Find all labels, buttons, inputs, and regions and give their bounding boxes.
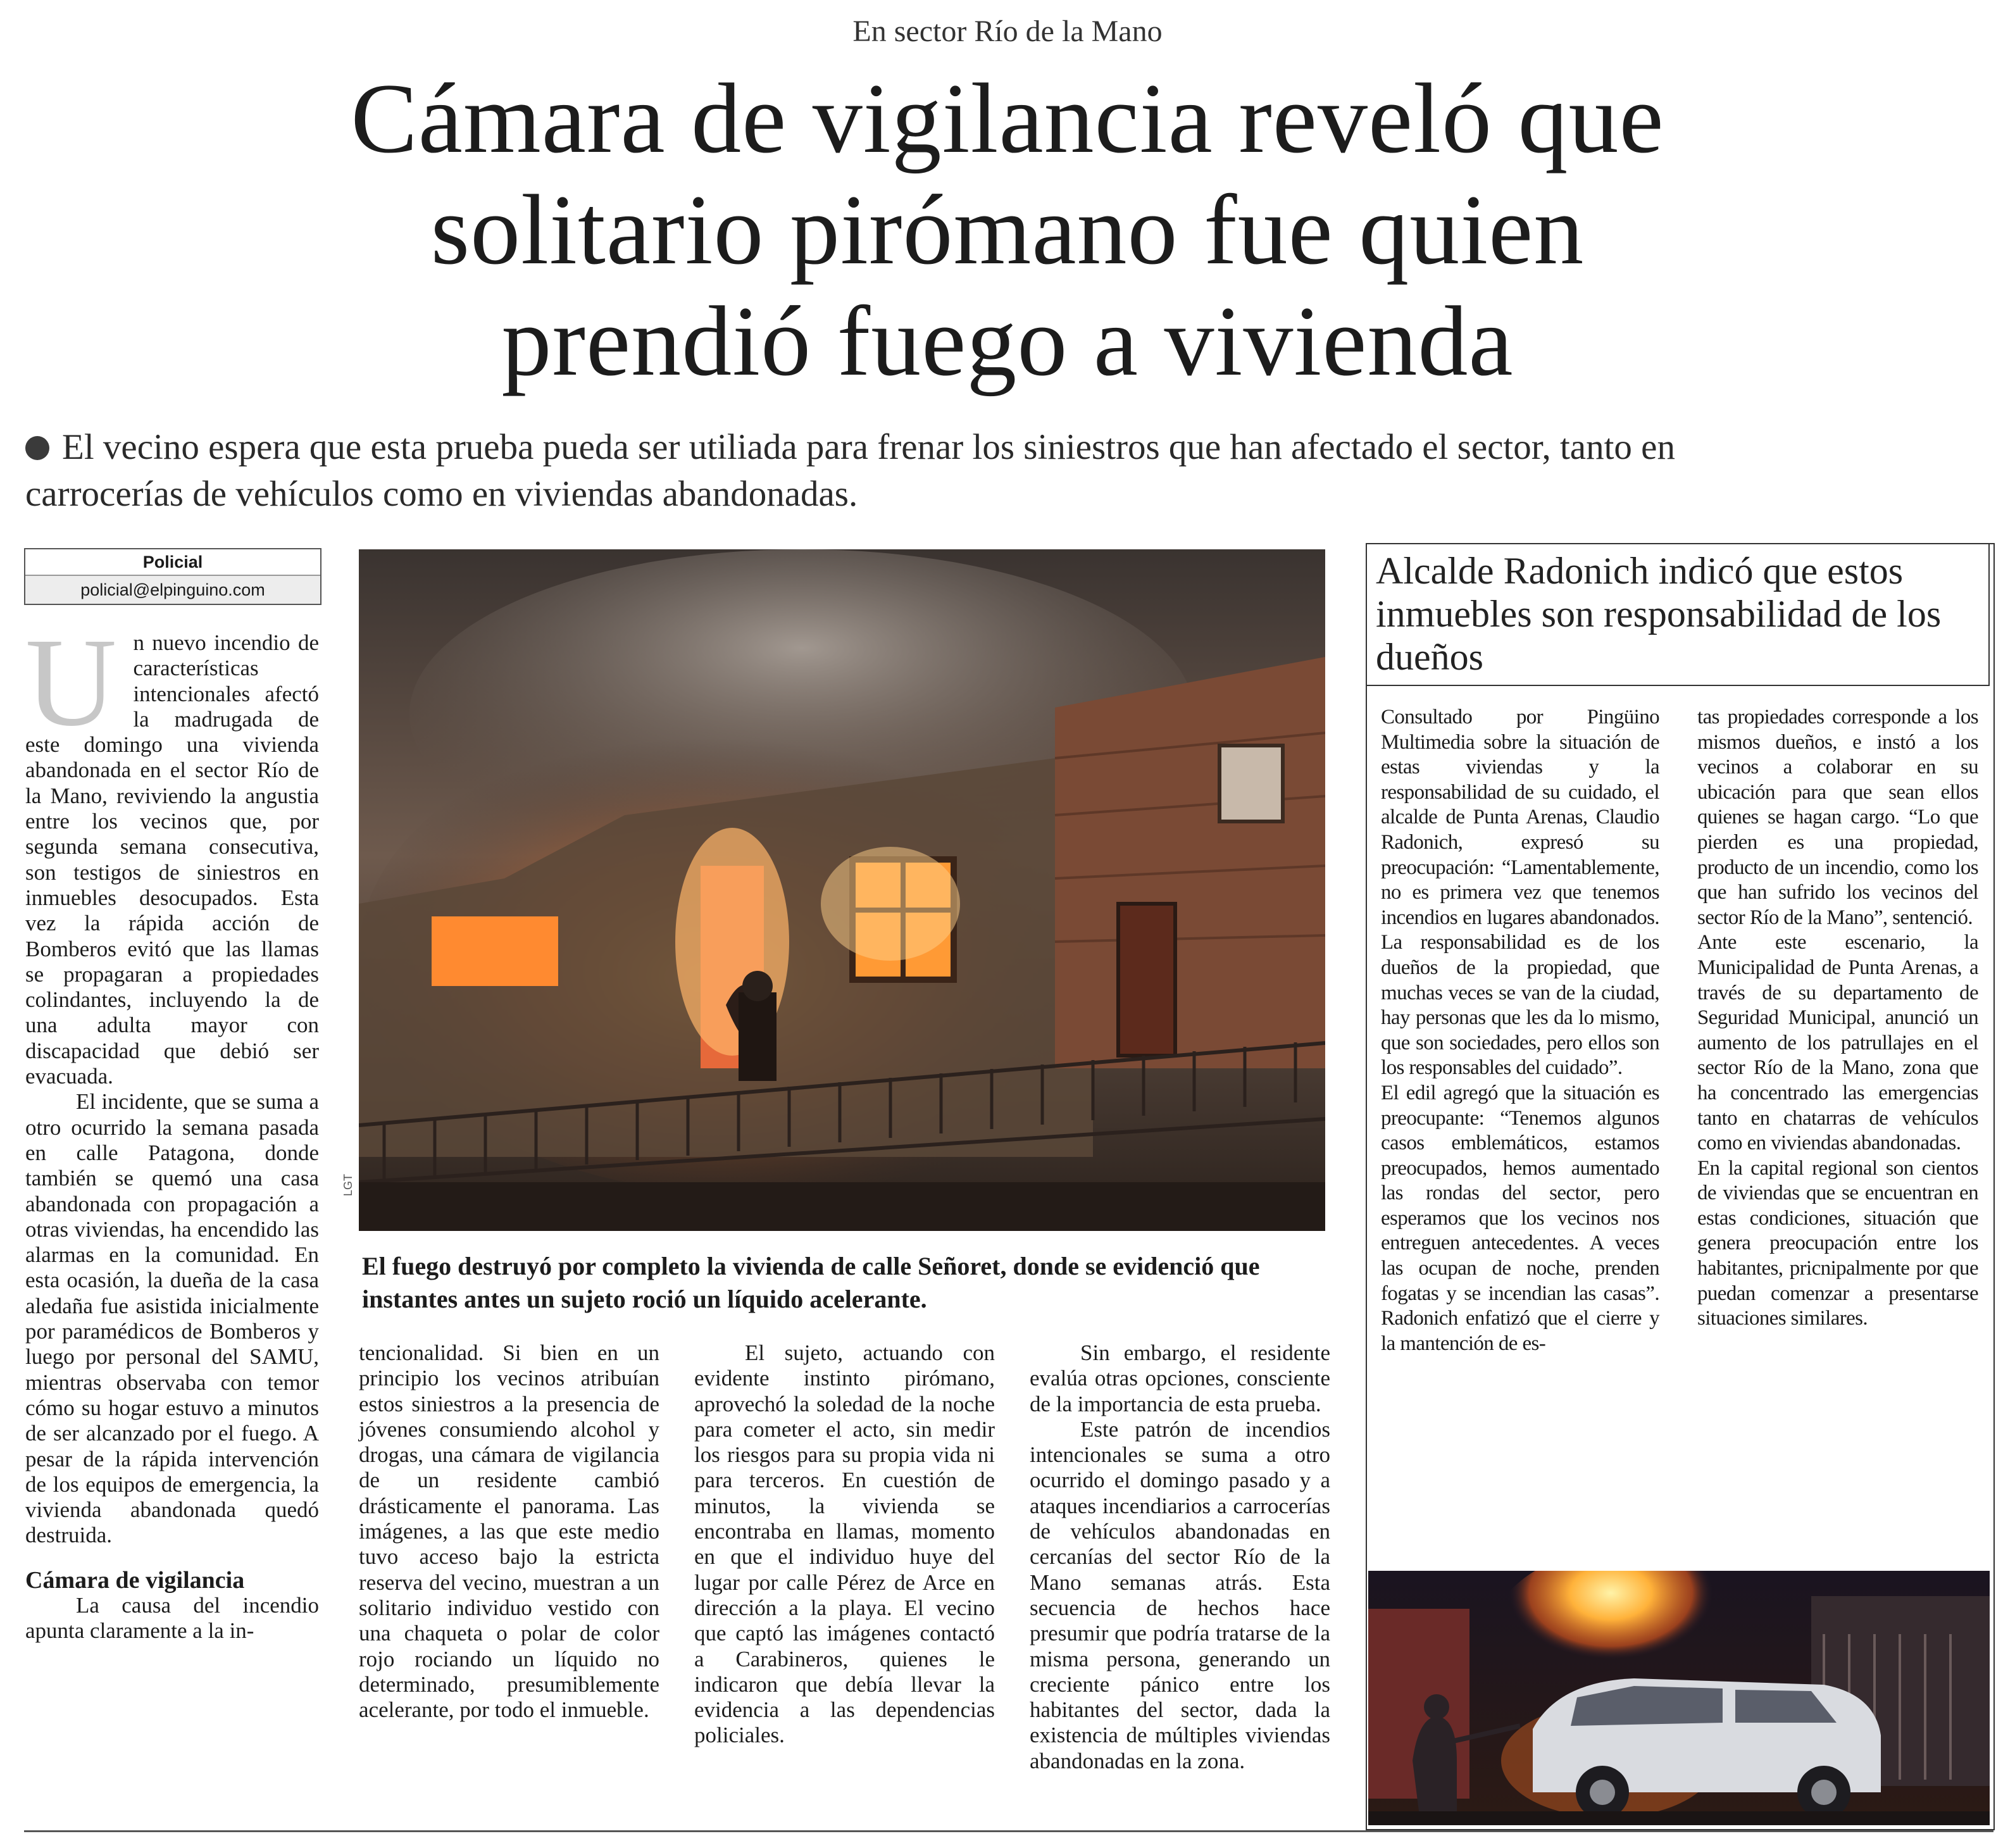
headline-line-2: solitario pirómano fue quien xyxy=(430,175,1585,285)
paragraph: En la capital regional son cientos de viviendas que se encuentran en estas condiciones, situación que genera preocupación entre los habitantes, pricnipalmente por que puedan comenzar a presentarse situaciones similares. xyxy=(1697,1156,1978,1330)
drop-cap: U xyxy=(25,613,117,752)
paragraph: Consultado por Pingüino Multimedia sobre la situación de estas viviendas y la responsabilidad de su cuidado, el alcalde de Punta Arenas, Claudio Radonich, expresó su preocupación: “Lamentablemente, no es primera vez que tenemos incendios en lugares abandonados. La responsabilidad es de los dueños de la propiedad, que muchas veces se van de la ciudad, hay personas que les da lo mismo, que son sociedades, pero ellos son los responsables del cuidado”. xyxy=(1381,706,1659,1080)
sidebar-column-2 xyxy=(1697,705,1978,1332)
article-column-1 xyxy=(25,613,319,1644)
fire-house-photo xyxy=(359,549,1325,1231)
paragraph: tencionalidad. Si bien en un principio los vecinos atribuían estos siniestros a la presencia de jóvenes consumiendo alcohol y drogas, una cámara de vigilancia de un residente cambió drásticamente el panorama. Las imágenes, a las que este medio tuvo acceso bajo la estricta reserva del vecino, muestran a un solitario individuo vestido con una chaqueta o polar de color rojo rociando un líquido no determinado, presumiblemente acelerante, por todo el inmueble. xyxy=(359,1340,659,1723)
kicker: En sector Río de la Mano xyxy=(852,15,1163,48)
paragraph-text: n nuevo incendio de características intencionales afectó la madrugada de este domingo una vivienda abandonada en el sector Río de la Mano, reviviendo la angustia entre los vecinos que, por segunda semana consecutiva, son testigos de siniestros en inmuebles desocupados. Esta vez la rápida acción de Bomberos evitó que las llamas se propagaran a propiedades colindantes, incluyendo la de una adulta mayor con discapacidad que debió ser evacuada. xyxy=(25,630,319,1089)
paragraph: Este patrón de incendios intencionales se suma a otro ocurrido el domingo pasado y a ataques incendiarios a carrocerías de vehículos abandonadas en cercanías del sector Río de la Mano semanas atrás. Esta secuencia de hechos hace presumir que podría tratarse de la misma persona, generando un creciente pánico entre los habitantes del sector, dada la existencia de múltiples viviendas abandonadas en la zona. xyxy=(1030,1416,1330,1773)
paragraph: Ante este escenario, la Municipalidad de Punta Arenas, a través de su departamento de Seguridad Municipal, anunció un aumento de los patrullajes en el sector Río de la Mano, zona que ha concentrado las emergencias tanto en chatarras de vehículos como en viviendas abandonadas. xyxy=(1697,931,1978,1155)
headline xyxy=(114,63,1901,397)
paragraph: El edil agregó que la situación es preocupante: “Tenemos algunos casos emblemáticos, estamos preocupados, hemos aumentado las rondas del sector, pero esperamos que los vecinos nos entreguen antecedentes. A veces las ocupan de noche, prenden fogatas y se incendian las casas”. Radonich enfatizó que el cierre y la mantención de es- xyxy=(1381,1081,1659,1355)
headline-line-3: prendió fuego a vivienda xyxy=(501,286,1514,397)
paragraph: tas propiedades corresponde a los mismos dueños, e instó a los vecinos a colaborar en su ubicación para que sean ellos quienes se hagan cargo. “Lo que pierden es una propiedad, producto de un incendio, como los que han sufrido los vecinos del sector Río de la Mano”, sentenció. xyxy=(1697,706,1978,929)
article-column-3 xyxy=(694,1340,995,1749)
article-column-2 xyxy=(359,1340,659,1723)
deck-line-1: El vecino espera que esta prueba pueda ser utiliada para frenar los siniestros que han afectado el sector, tanto en xyxy=(62,427,1675,467)
subheading: Cámara de vigilancia xyxy=(25,1566,245,1594)
paragraph: La causa del incendio apunta claramente a la in- xyxy=(25,1592,319,1644)
section-email: policial@elpinguino.com xyxy=(25,576,320,604)
paragraph: Sin embargo, el residente evalúa otras opciones, consciente de la importancia de esta prueba. xyxy=(1030,1340,1330,1416)
photo-credit: LGT xyxy=(342,1173,354,1196)
paragraph: El incidente, que se suma a otro ocurrido la semana pasada en calle Patagona, donde también se quemó una casa abandonada con propagación a otras viviendas, ha encendido las alarmas en la comunidad. En esta ocasión, la dueña de la casa aledaña fue asistida inicialmente por paramédicos de Bomberos y luego por personal del SAMU, mientras observaba con temor cómo su hogar estuvo a minutos de ser alcanzado por el fuego. A pesar de la rápida intervención de los equipos de emergencia, la vivienda abandonada quedó destruida. xyxy=(25,1089,319,1548)
deck xyxy=(25,424,1993,518)
car-fire-photo xyxy=(1368,1571,1990,1825)
sidebar-title: Alcalde Radonich indicó que estos inmuebles son responsabilidad de los dueños xyxy=(1366,543,1990,686)
photo-caption: El fuego destruyó por completo la vivienda de calle Señoret, donde se evidenció que instantes antes un sujeto roció un líquido acelerante. xyxy=(362,1252,1260,1313)
section-name: Policial xyxy=(25,549,320,576)
bullet-icon xyxy=(25,436,49,460)
bottom-rule xyxy=(24,1830,1993,1832)
sidebar-column-1 xyxy=(1381,705,1659,1356)
section-box xyxy=(24,548,321,605)
paragraph xyxy=(25,613,319,1089)
deck-line-2: carrocerías de vehículos como en viviendas abandonadas. xyxy=(25,474,858,514)
headline-line-1: Cámara de vigilancia reveló que xyxy=(351,63,1664,174)
paragraph: El sujeto, actuando con evidente instinto pirómano, aprovechó la soledad de la noche para cometer el acto, sin medir los riesgos para su propia vida ni para terceros. En cuestión de minutos, la vivienda se encontraba en llamas, momento en que el individuo huye del lugar por calle Pérez de Arce en dirección a la playa. El vecino que captó las imágenes contactó a Carabineros, quienes le indicaron que debía llevar la evidencia a las dependencias policiales. xyxy=(694,1340,995,1748)
article-column-4 xyxy=(1030,1340,1330,1774)
